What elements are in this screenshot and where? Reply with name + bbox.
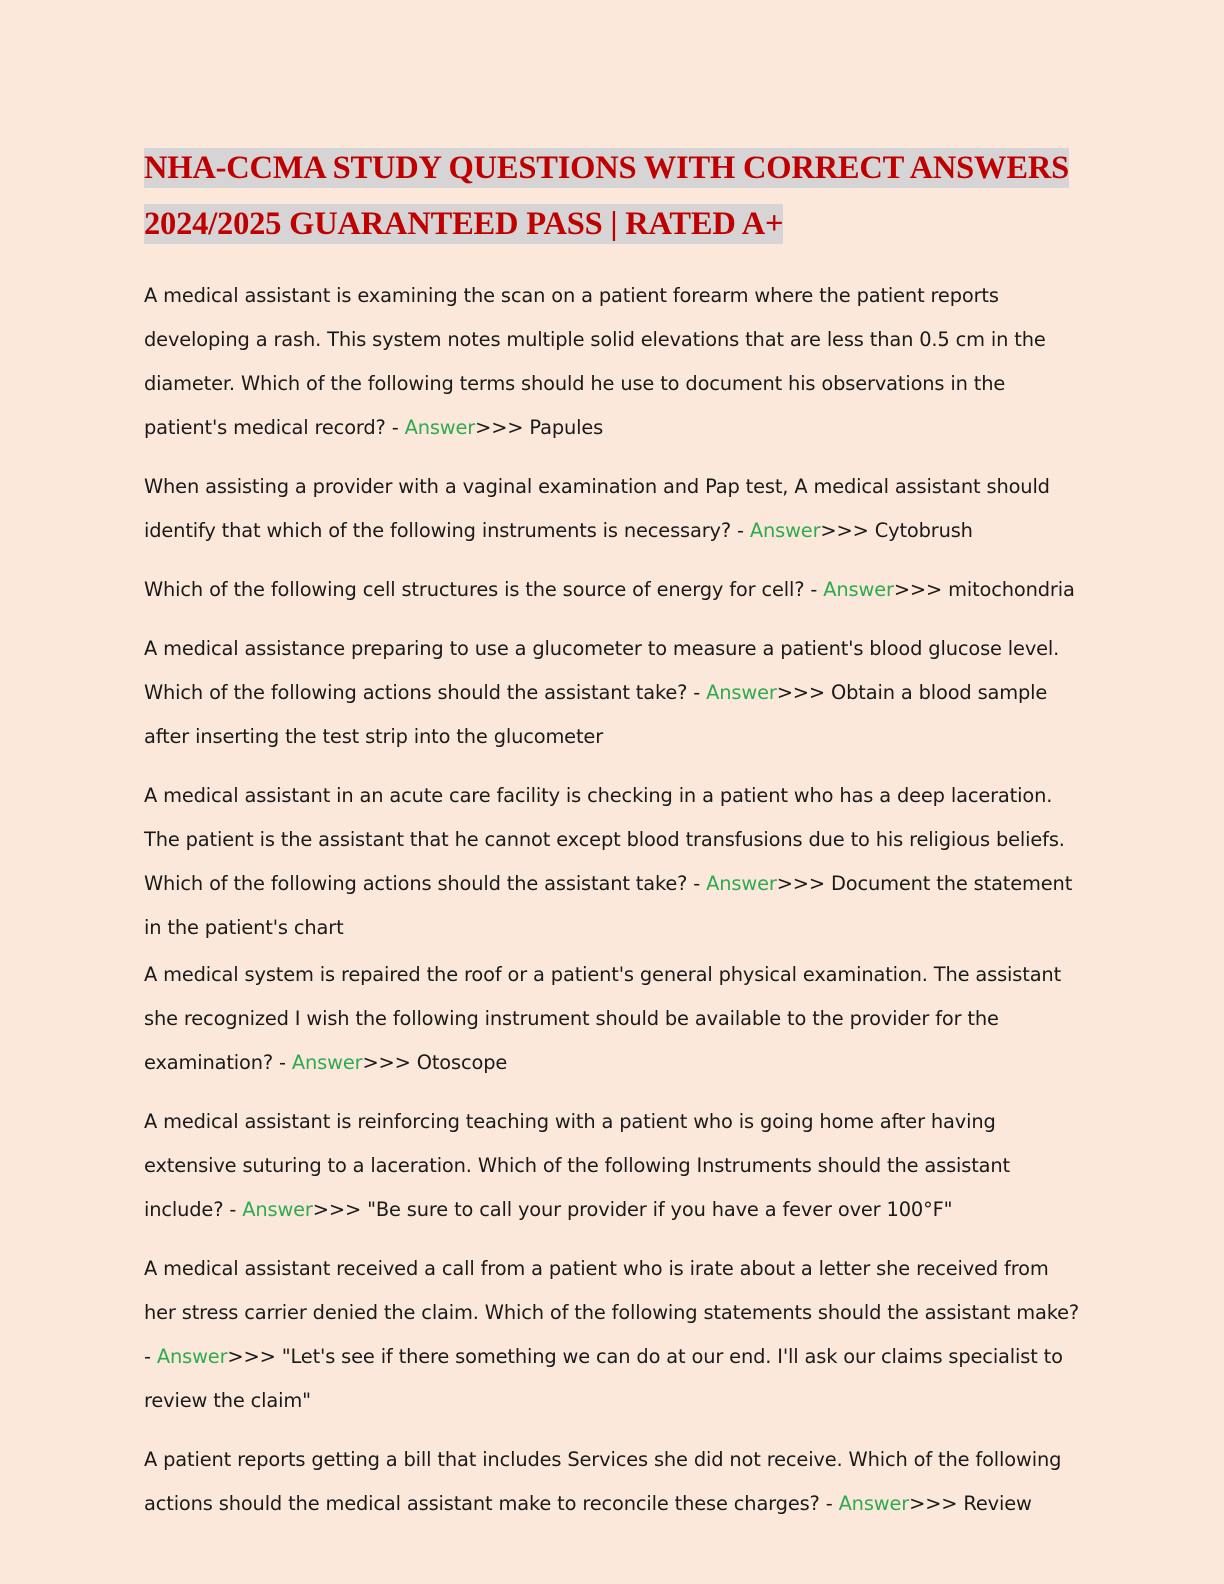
answer-label: Answer [706, 681, 777, 704]
answer-label: Answer [156, 1345, 228, 1368]
question-text: When assisting a provider with a vaginal examination and Pap test, A medical assistant should identify that which of the following instruments is necessary? - [144, 475, 1050, 542]
question-text: A medical assistant is examining the scan on a patient forearm where the patient reports developing a rash. This system notes multiple solid elevations that are less than 0.5 cm in the diameter. Which of the following terms should he use to document his observations in the patient's medical record? - [144, 284, 1046, 439]
answer-text: >>> Otoscope [362, 1051, 508, 1074]
qa-item-7 [144, 1100, 1084, 1232]
document-page [144, 140, 1084, 1541]
qa-item-1 [144, 274, 1084, 450]
qa-item-6 [144, 953, 1084, 1085]
answer-label: Answer [838, 1492, 910, 1515]
answer-text: >>> Papules [475, 416, 604, 439]
question-text: A medical assistant is reinforcing teaching with a patient who is going home after having extensive suturing to a laceration. Which of the following Instruments should the assistant include? - [144, 1110, 1011, 1221]
answer-label: Answer [404, 416, 476, 439]
answer-text: >>> Cytobrush [820, 519, 973, 542]
qa-item-4 [144, 627, 1084, 759]
answer-text: >>> Review [909, 1492, 1032, 1515]
document-title [144, 140, 1084, 252]
question-text: A medical assistant received a call from a patient who is irate about a letter she received from her stress carrier denied the claim. Which of the following statements should the assistant make? - [144, 1257, 1080, 1368]
answer-label: Answer [823, 578, 894, 601]
qa-item-8 [144, 1247, 1084, 1423]
answer-label: Answer [749, 519, 821, 542]
answer-text: >>> mitochondria [893, 578, 1075, 601]
question-text: A medical system is repaired the roof or a patient's general physical examination. The assistant she recognized I wish the following instrument should be available to the provider for the examination? - [144, 963, 1062, 1074]
question-text: A patient reports getting a bill that includes Services she did not receive. Which of the following actions should the medical assistant make to reconcile these charges? - [144, 1448, 1062, 1515]
title-line-2: 2024/2025 GUARANTEED PASS | RATED A+ [144, 206, 784, 242]
qa-item-3 [144, 568, 1084, 612]
question-text: A medical assistance preparing to use a glucometer to measure a patient's blood glucose level. Which of the following actions should the assistant take? - [144, 637, 1060, 704]
answer-text: >>> "Let's see if there something we can do at our end. I'll ask our claims specialist to review the claim" [144, 1345, 1063, 1412]
answer-label: Answer [706, 872, 777, 895]
answer-text: >>> Document the statement in the patient's chart [144, 872, 1073, 939]
qa-item-2 [144, 465, 1084, 553]
question-text: A medical assistant in an acute care facility is checking in a patient who has a deep laceration. The patient is the assistant that he cannot except blood transfusions due to his religious beliefs. Which of the following actions should the assistant take? - [144, 784, 1065, 895]
answer-label: Answer [242, 1198, 313, 1221]
answer-text: >>> "Be sure to call your provider if you have a fever over 100°F" [312, 1198, 953, 1221]
title-line-1: NHA-CCMA STUDY QUESTIONS WITH CORRECT ANSWERS [144, 150, 1069, 186]
answer-label: Answer [291, 1051, 363, 1074]
qa-item-5 [144, 774, 1084, 950]
answer-text: >>> Obtain a blood sample after inserting the test strip into the glucometer [144, 681, 1048, 748]
question-text: Which of the following cell structures is the source of energy for cell? - [144, 578, 824, 601]
qa-item-9 [144, 1438, 1084, 1526]
